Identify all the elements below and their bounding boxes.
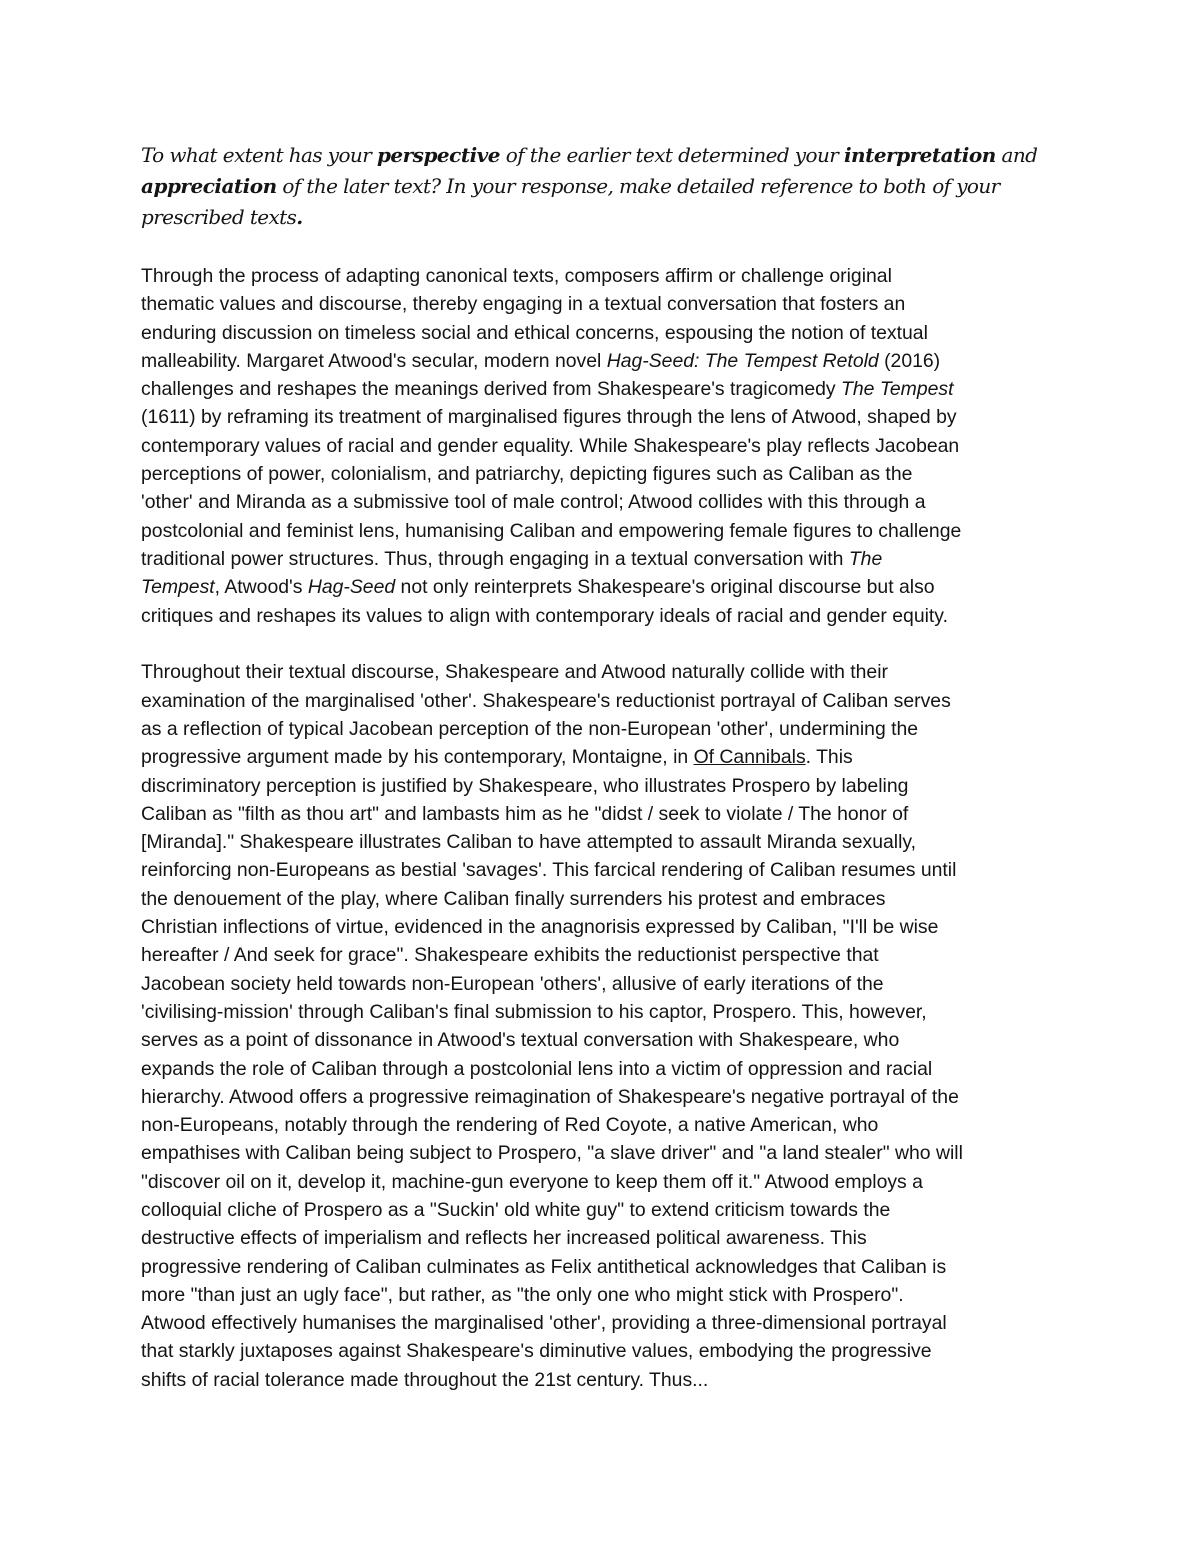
paragraph-line: 'civilising-mission' through Caliban's final submission to his captor, Prospero. This, however, — [141, 1000, 927, 1023]
paragraph-line: Caliban as "filth as thou art" and lambasts him as he "didst / seek to violate / The honor of — [141, 802, 909, 825]
paragraph-line: as a reflection of typical Jacobean perception of the non-European 'other', undermining the — [141, 717, 919, 740]
italic-title: The — [848, 547, 883, 570]
paragraph-line: hierarchy. Atwood offers a progressive reimagination of Shakespeare's negative portrayal of the — [141, 1085, 959, 1108]
italic-title: Hag-Seed — [307, 576, 396, 599]
underlined-title: Of Cannibals — [693, 746, 806, 769]
paragraph-line: colloquial cliche of Prospero as a "Suckin' old white guy" to extend criticism towards the — [141, 1199, 891, 1221]
italic-title: Tempest — [141, 576, 215, 599]
paragraph-line: non-Europeans, notably through the rendering of Red Coyote, a native American, who — [141, 1114, 879, 1137]
question-line: prescribed texts. — [141, 205, 303, 229]
paragraph-line: challenges and reshapes the meanings derived from Shakespeare's tragicomedy The Tempest — [141, 378, 954, 401]
paragraph-line: the denouement of the play, where Caliban finally surrenders his protest and embraces — [141, 887, 886, 910]
paragraph-line: progressive rendering of Caliban culminates as Felix antithetical acknowledges that Caliban is — [141, 1255, 947, 1278]
paragraph-line: examination of the marginalised 'other'. Shakespeare's reductionist portrayal of Caliban serves — [141, 689, 951, 712]
paragraph-line: enduring discussion on timeless social and ethical concerns, espousing the notion of textual — [141, 321, 928, 344]
question-line: To what extent has your perspective of the earlier text determined your interpretation and — [141, 143, 1038, 167]
document-page — [141, 140, 1066, 1423]
paragraph-line: expands the role of Caliban through a postcolonial lens into a victim of oppression and racial — [141, 1057, 933, 1080]
paragraph-line: Throughout their textual discourse, Shakespeare and Atwood naturally collide with their — [141, 661, 888, 684]
paragraph-line: reinforcing non-Europeans as bestial 'savages'. This farcical rendering of Caliban resumes until — [141, 859, 957, 882]
paragraph-line: critiques and reshapes its values to align with contemporary ideals of racial and gender equity. — [141, 604, 948, 627]
paragraph-line: (1611) by reframing its treatment of marginalised figures through the lens of Atwood, shaped by — [141, 406, 957, 429]
paragraph-line: that starkly juxtaposes against Shakespeare's diminutive values, embodying the progressive — [141, 1340, 932, 1363]
paragraph-line: contemporary values of racial and gender equality. While Shakespeare's play reflects Jacobean — [141, 434, 960, 457]
paragraph-line: "discover oil on it, develop it, machine-gun everyone to keep them off it." Atwood employs a — [141, 1170, 923, 1193]
paragraph-line: postcolonial and feminist lens, humanising Caliban and empowering female figures to challenge — [141, 519, 962, 542]
paragraph-line: perceptions of power, colonialism, and patriarchy, depicting figures such as Caliban as the — [141, 463, 913, 486]
paragraph-line: progressive argument made by his contemporary, Montaigne, in Of Cannibals. This — [141, 746, 853, 769]
paragraph-line: malleability. Margaret Atwood's secular, modern novel Hag-Seed: The Tempest Retold (2016) — [141, 349, 941, 372]
paragraph-line: discriminatory perception is justified by Shakespeare, who illustrates Prospero by labeling — [141, 774, 909, 797]
bold-keyword: . — [296, 205, 303, 229]
paragraph-line: thematic values and discourse, thereby engaging in a textual conversation that fosters an — [141, 293, 906, 316]
paragraph-line: shifts of racial tolerance made throughout the 21st century. Thus... — [141, 1368, 709, 1391]
essay-body — [141, 262, 1066, 1394]
paragraph-line: [Miranda]." Shakespeare illustrates Caliban to have attempted to assault Miranda sexually, — [141, 831, 917, 854]
paragraph-line: empathises with Caliban being subject to Prospero, "a slave driver" and "a land stealer" who will — [141, 1142, 963, 1165]
paragraph-line: Tempest, Atwood's Hag-Seed not only reinterprets Shakespeare's original discourse but also — [141, 576, 935, 599]
paragraph-line: more "than just an ugly face", but rather, as "the only one who might stick with Prospero". — [141, 1283, 904, 1306]
paragraph-line: 'other' and Miranda as a submissive tool of male control; Atwood collides with this through a — [141, 491, 926, 514]
body-paragraph-1 — [141, 262, 1066, 630]
paragraph-line: Christian inflections of virtue, evidenced in the anagnorisis expressed by Caliban, "I'll be wise — [141, 916, 939, 939]
question-line: appreciation of the later text? In your response, make detailed reference to both of your — [141, 174, 1000, 198]
bold-keyword: interpretation — [843, 143, 996, 167]
italic-title: Hag-Seed: The Tempest Retold — [606, 349, 879, 372]
paragraph-line: traditional power structures. Thus, through engaging in a textual conversation with The — [141, 547, 883, 570]
bold-keyword: appreciation — [141, 174, 277, 198]
paragraph-line: Atwood effectively humanises the marginalised 'other', providing a three-dimensional portrayal — [141, 1312, 947, 1335]
italic-title: The Tempest — [841, 378, 954, 401]
paragraph-line: Jacobean society held towards non-European 'others', allusive of early iterations of the — [141, 972, 884, 995]
paragraph-line: Through the process of adapting canonical texts, composers affirm or challenge original — [141, 265, 892, 287]
paragraph-line: serves as a point of dissonance in Atwood's textual conversation with Shakespeare, who — [141, 1029, 900, 1052]
paragraph-line: destructive effects of imperialism and reflects her increased political awareness. This — [141, 1227, 867, 1250]
paragraph-line: hereafter / And seek for grace". Shakespeare exhibits the reductionist perspective that — [141, 944, 879, 967]
essay-question — [141, 140, 1066, 233]
bold-keyword: perspective — [376, 143, 501, 167]
body-paragraph-2 — [141, 658, 1066, 1394]
